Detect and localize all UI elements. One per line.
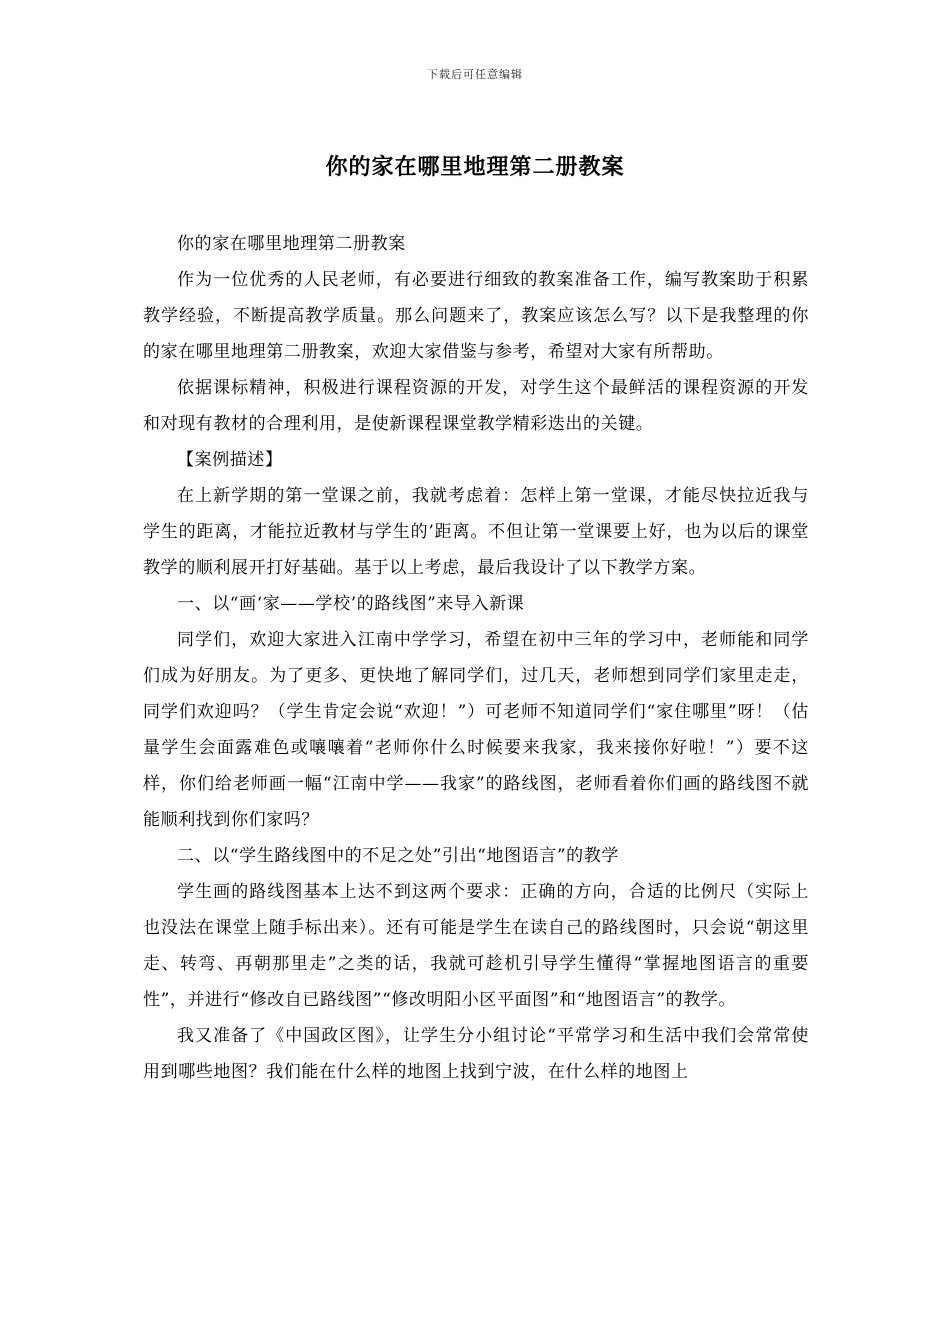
paragraph-china-map: 我又准备了《中国政区图》，让学生分小组讨论“平常学习和生活中我们会常常使用到哪些地图？我们能在什么样的地图上找到宁波，在什么样的地图上: [143, 1026, 809, 1082]
section-heading-one: 一、以“画‘家——学校’的路线图”来导入新课: [177, 594, 525, 614]
paragraph-map-language: 学生画的路线图基本上达不到这两个要求：正确的方向，合适的比例尺（实际上也没法在课堂上随手标出来）。还有可能是学生在读自己的路线图时，只会说“朝这里走、转弯、再朝那里走”之类的话，我就可趁机引导学生懂得“掌握地图语言的重要性”，并进行“修改自已路线图”“修改明阳小区平面图”和“地图语言”的教学。: [143, 882, 809, 1010]
document-body: [143, 226, 809, 1090]
document-title: 你的家在哪里地理第二册教案: [325, 154, 625, 180]
paragraph-curriculum: 依据课标精神，积极进行课程资源的开发，对学生这个最鲜活的课程资源的开发和对现有教材的合理利用，是使新课程课堂教学精彩迭出的关键。: [143, 378, 809, 434]
paragraph-subtitle: 你的家在哪里地理第二册教案: [177, 234, 406, 254]
section-heading-two: 二、以“学生路线图中的不足之处”引出“地图语言”的教学: [177, 846, 619, 866]
paragraph-first-lesson: 在上新学期的第一堂课之前，我就考虑着：怎样上第一堂课，才能尽快拉近我与学生的距离，才能拉近教材与学生的’距离。不但让第一堂课要上好，也为以后的课堂教学的顺利展开打好基础。基于以上考虑，最后我设计了以下教学方案。: [143, 486, 809, 578]
section-heading-case: 【案例描述】: [177, 450, 283, 470]
paragraph-intro: 作为一位优秀的人民老师，有必要进行细致的教案准备工作，编写教案助于积累教学经验，不断提高教学质量。那么问题来了，教案应该怎么写？以下是我整理的你的家在哪里地理第二册教案，欢迎大家借鉴与参考，希望对大家有所帮助。: [143, 270, 809, 362]
paragraph-route-map: 同学们，欢迎大家进入江南中学学习，希望在初中三年的学习中，老师能和同学们成为好朋友。为了更多、更快地了解同学们，过几天，老师想到同学们家里走走，同学们欢迎吗？（学生肯定会说“欢迎！”）可老师不知道同学们“家住哪里”呀！（估量学生会面露难色或嚷嚷着“老师你什么时候要来我家，我来接你好啦！”）要不这样，你们给老师画一幅“江南中学——我家”的路线图，老师看着你们画的路线图不就能顺利找到你们家吗？: [143, 630, 809, 830]
header-note: 下载后可任意编辑: [427, 68, 523, 81]
